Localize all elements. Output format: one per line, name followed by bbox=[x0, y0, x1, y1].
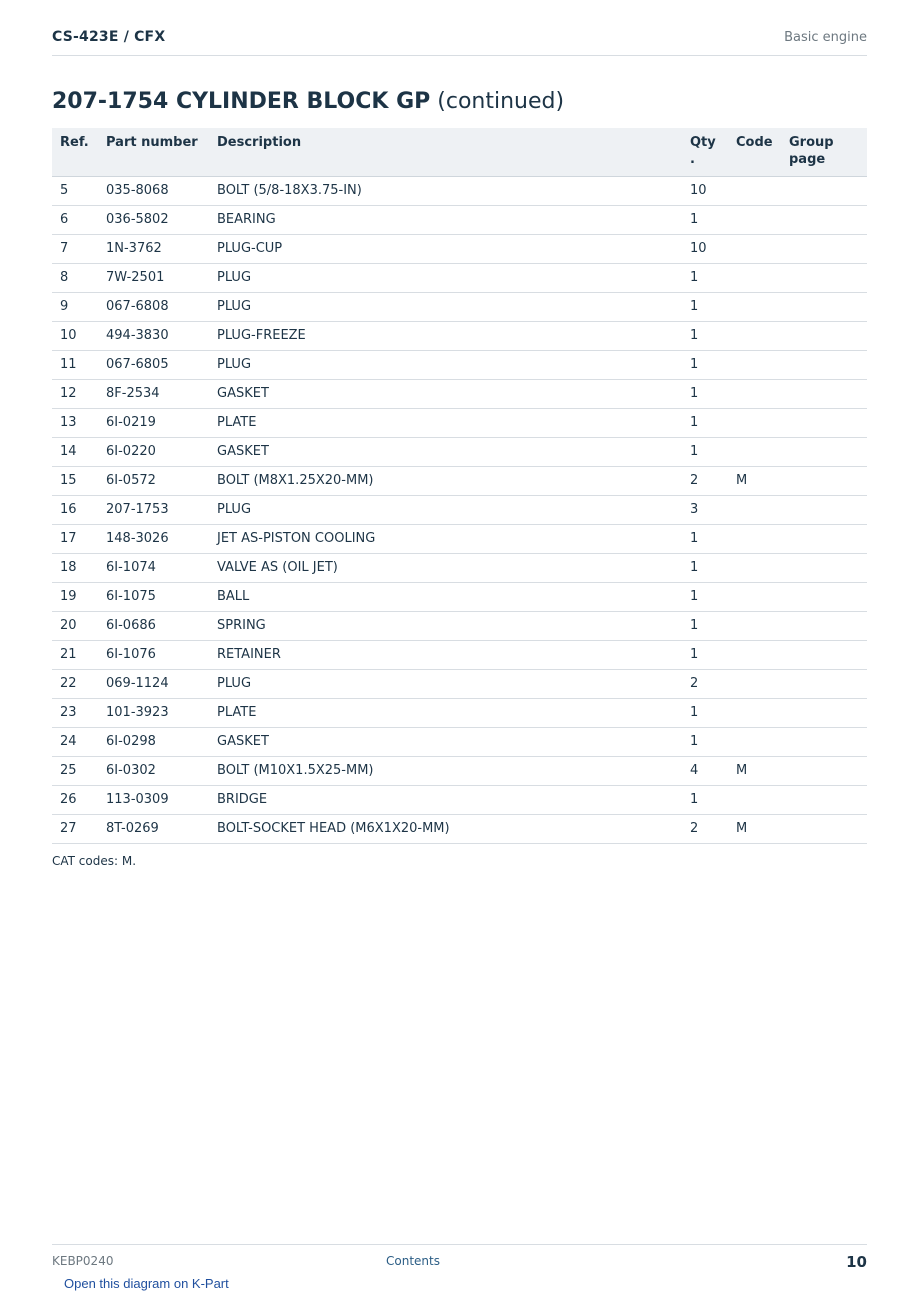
cell-description: BOLT (5/8-18X3.75-IN) bbox=[209, 177, 682, 206]
table-row bbox=[52, 612, 867, 641]
cell-part-number: 6I-0219 bbox=[98, 409, 209, 438]
cell-ref: 9 bbox=[52, 293, 98, 322]
cell-code bbox=[728, 641, 781, 670]
cell-code bbox=[728, 409, 781, 438]
cell-description: GASKET bbox=[209, 380, 682, 409]
cell-qty: 1 bbox=[682, 583, 728, 612]
column-header-part-number: Part number bbox=[98, 128, 209, 177]
cell-code bbox=[728, 525, 781, 554]
cell-code bbox=[728, 554, 781, 583]
cell-description: PLATE bbox=[209, 699, 682, 728]
cell-part-number: 6I-1075 bbox=[98, 583, 209, 612]
cell-description: RETAINER bbox=[209, 641, 682, 670]
cell-part-number: 036-5802 bbox=[98, 206, 209, 235]
cell-code bbox=[728, 583, 781, 612]
cell-code bbox=[728, 612, 781, 641]
cell-part-number: 6I-0302 bbox=[98, 757, 209, 786]
cell-description: BOLT (M10X1.5X25-MM) bbox=[209, 757, 682, 786]
cell-code bbox=[728, 293, 781, 322]
table-row bbox=[52, 815, 867, 844]
table-row bbox=[52, 554, 867, 583]
cell-description: PLUG bbox=[209, 670, 682, 699]
cell-ref: 23 bbox=[52, 699, 98, 728]
section-name: Basic engine bbox=[784, 30, 867, 45]
cell-code: M bbox=[728, 815, 781, 844]
open-diagram-link[interactable]: Open this diagram on K-Part bbox=[64, 1276, 229, 1291]
cell-code bbox=[728, 177, 781, 206]
table-row bbox=[52, 206, 867, 235]
cell-part-number: 6I-0686 bbox=[98, 612, 209, 641]
cell-group-page bbox=[781, 206, 867, 235]
cell-group-page bbox=[781, 235, 867, 264]
cell-description: PLUG bbox=[209, 264, 682, 293]
table-row bbox=[52, 409, 867, 438]
cell-qty: 1 bbox=[682, 612, 728, 641]
cell-ref: 12 bbox=[52, 380, 98, 409]
cell-description: SPRING bbox=[209, 612, 682, 641]
cell-ref: 21 bbox=[52, 641, 98, 670]
cell-qty: 2 bbox=[682, 815, 728, 844]
cell-qty: 1 bbox=[682, 438, 728, 467]
cell-qty: 1 bbox=[682, 554, 728, 583]
cell-description: BALL bbox=[209, 583, 682, 612]
table-header-row bbox=[52, 128, 867, 177]
table-body bbox=[52, 177, 867, 844]
cell-part-number: 8T-0269 bbox=[98, 815, 209, 844]
cell-qty: 1 bbox=[682, 293, 728, 322]
cell-part-number: 207-1753 bbox=[98, 496, 209, 525]
cell-part-number: 6I-1074 bbox=[98, 554, 209, 583]
table-row bbox=[52, 670, 867, 699]
cell-group-page bbox=[781, 554, 867, 583]
cell-code: M bbox=[728, 757, 781, 786]
cell-qty: 2 bbox=[682, 467, 728, 496]
cell-description: PLUG bbox=[209, 351, 682, 380]
cell-part-number: 6I-0572 bbox=[98, 467, 209, 496]
cell-description: BOLT-SOCKET HEAD (M6X1X20-MM) bbox=[209, 815, 682, 844]
cell-code bbox=[728, 496, 781, 525]
cell-part-number: 6I-1076 bbox=[98, 641, 209, 670]
cell-qty: 10 bbox=[682, 235, 728, 264]
cell-part-number: 6I-0298 bbox=[98, 728, 209, 757]
cell-code bbox=[728, 438, 781, 467]
cell-group-page bbox=[781, 699, 867, 728]
cell-part-number: 148-3026 bbox=[98, 525, 209, 554]
cell-ref: 19 bbox=[52, 583, 98, 612]
title-suffix: (continued) bbox=[437, 89, 565, 114]
cell-qty: 1 bbox=[682, 322, 728, 351]
cell-ref: 25 bbox=[52, 757, 98, 786]
cell-description: PLUG bbox=[209, 496, 682, 525]
cell-group-page bbox=[781, 641, 867, 670]
cell-qty: 1 bbox=[682, 525, 728, 554]
cell-code bbox=[728, 728, 781, 757]
cell-ref: 22 bbox=[52, 670, 98, 699]
cell-group-page bbox=[781, 380, 867, 409]
table-row bbox=[52, 380, 867, 409]
table-row bbox=[52, 496, 867, 525]
cell-part-number: 069-1124 bbox=[98, 670, 209, 699]
cell-group-page bbox=[781, 612, 867, 641]
cell-ref: 16 bbox=[52, 496, 98, 525]
table-row bbox=[52, 438, 867, 467]
cell-description: JET AS-PISTON COOLING bbox=[209, 525, 682, 554]
cell-group-page bbox=[781, 525, 867, 554]
cell-code: M bbox=[728, 467, 781, 496]
cell-group-page bbox=[781, 496, 867, 525]
table-row bbox=[52, 786, 867, 815]
table-row bbox=[52, 322, 867, 351]
cat-codes-footnote: CAT codes: M. bbox=[52, 854, 137, 868]
cell-ref: 5 bbox=[52, 177, 98, 206]
cell-group-page bbox=[781, 409, 867, 438]
cell-ref: 15 bbox=[52, 467, 98, 496]
table-row bbox=[52, 235, 867, 264]
table-row bbox=[52, 757, 867, 786]
cell-group-page bbox=[781, 786, 867, 815]
table-row bbox=[52, 583, 867, 612]
cell-ref: 8 bbox=[52, 264, 98, 293]
title-main: 207-1754 CYLINDER BLOCK GP bbox=[52, 89, 431, 114]
column-header-description: Description bbox=[209, 128, 682, 177]
cell-qty: 1 bbox=[682, 409, 728, 438]
table-row bbox=[52, 264, 867, 293]
cell-ref: 24 bbox=[52, 728, 98, 757]
cell-group-page bbox=[781, 177, 867, 206]
cell-part-number: 7W-2501 bbox=[98, 264, 209, 293]
cell-group-page bbox=[781, 815, 867, 844]
table-row bbox=[52, 525, 867, 554]
cell-code bbox=[728, 699, 781, 728]
cell-code bbox=[728, 322, 781, 351]
table-row bbox=[52, 351, 867, 380]
cell-group-page bbox=[781, 322, 867, 351]
contents-link[interactable]: Contents bbox=[386, 1254, 440, 1268]
cell-part-number: 494-3830 bbox=[98, 322, 209, 351]
cell-description: GASKET bbox=[209, 728, 682, 757]
cell-ref: 10 bbox=[52, 322, 98, 351]
cell-code bbox=[728, 786, 781, 815]
cell-qty: 1 bbox=[682, 699, 728, 728]
cell-ref: 11 bbox=[52, 351, 98, 380]
cell-qty: 1 bbox=[682, 728, 728, 757]
cell-code bbox=[728, 206, 781, 235]
page-header bbox=[52, 28, 867, 56]
cell-ref: 26 bbox=[52, 786, 98, 815]
cell-description: BOLT (M8X1.25X20-MM) bbox=[209, 467, 682, 496]
cell-description: PLUG-CUP bbox=[209, 235, 682, 264]
page-number: 10 bbox=[846, 1253, 867, 1271]
column-header-code: Code bbox=[728, 128, 781, 177]
column-header-group-page: Group page bbox=[781, 128, 867, 177]
page-title bbox=[52, 89, 564, 114]
column-header-ref: Ref. bbox=[52, 128, 98, 177]
cell-part-number: 8F-2534 bbox=[98, 380, 209, 409]
page-footer bbox=[52, 1244, 867, 1275]
cell-part-number: 067-6805 bbox=[98, 351, 209, 380]
cell-qty: 1 bbox=[682, 380, 728, 409]
cell-qty: 1 bbox=[682, 641, 728, 670]
cell-qty: 1 bbox=[682, 206, 728, 235]
cell-qty: 10 bbox=[682, 177, 728, 206]
cell-qty: 1 bbox=[682, 786, 728, 815]
table-row bbox=[52, 293, 867, 322]
table-row bbox=[52, 699, 867, 728]
cell-group-page bbox=[781, 583, 867, 612]
cell-description: VALVE AS (OIL JET) bbox=[209, 554, 682, 583]
cell-part-number: 113-0309 bbox=[98, 786, 209, 815]
cell-qty: 1 bbox=[682, 264, 728, 293]
cell-group-page bbox=[781, 467, 867, 496]
cell-part-number: 035-8068 bbox=[98, 177, 209, 206]
cell-group-page bbox=[781, 438, 867, 467]
cell-qty: 2 bbox=[682, 670, 728, 699]
cell-code bbox=[728, 351, 781, 380]
cell-group-page bbox=[781, 670, 867, 699]
cell-part-number: 101-3923 bbox=[98, 699, 209, 728]
cell-part-number: 1N-3762 bbox=[98, 235, 209, 264]
cell-code bbox=[728, 264, 781, 293]
cell-description: PLUG-FREEZE bbox=[209, 322, 682, 351]
cell-qty: 4 bbox=[682, 757, 728, 786]
cell-group-page bbox=[781, 728, 867, 757]
cell-description: GASKET bbox=[209, 438, 682, 467]
cell-part-number: 6I-0220 bbox=[98, 438, 209, 467]
cell-group-page bbox=[781, 293, 867, 322]
table-row bbox=[52, 641, 867, 670]
table-row bbox=[52, 177, 867, 206]
cell-ref: 18 bbox=[52, 554, 98, 583]
cell-ref: 17 bbox=[52, 525, 98, 554]
cell-code bbox=[728, 235, 781, 264]
cell-ref: 14 bbox=[52, 438, 98, 467]
cell-description: PLUG bbox=[209, 293, 682, 322]
cell-ref: 7 bbox=[52, 235, 98, 264]
table-row bbox=[52, 728, 867, 757]
cell-description: PLATE bbox=[209, 409, 682, 438]
cell-ref: 6 bbox=[52, 206, 98, 235]
cell-description: BEARING bbox=[209, 206, 682, 235]
cell-group-page bbox=[781, 757, 867, 786]
cell-group-page bbox=[781, 264, 867, 293]
cell-qty: 1 bbox=[682, 351, 728, 380]
cell-group-page bbox=[781, 351, 867, 380]
parts-table bbox=[52, 128, 867, 844]
column-header-qty: Qty . bbox=[682, 128, 728, 177]
cell-qty: 3 bbox=[682, 496, 728, 525]
cell-ref: 27 bbox=[52, 815, 98, 844]
table-row bbox=[52, 467, 867, 496]
model-label: CS-423E / CFX bbox=[52, 29, 166, 45]
cell-code bbox=[728, 670, 781, 699]
cell-description: BRIDGE bbox=[209, 786, 682, 815]
document-id: KEBP0240 bbox=[52, 1254, 114, 1268]
cell-code bbox=[728, 380, 781, 409]
cell-part-number: 067-6808 bbox=[98, 293, 209, 322]
cell-ref: 20 bbox=[52, 612, 98, 641]
cell-ref: 13 bbox=[52, 409, 98, 438]
